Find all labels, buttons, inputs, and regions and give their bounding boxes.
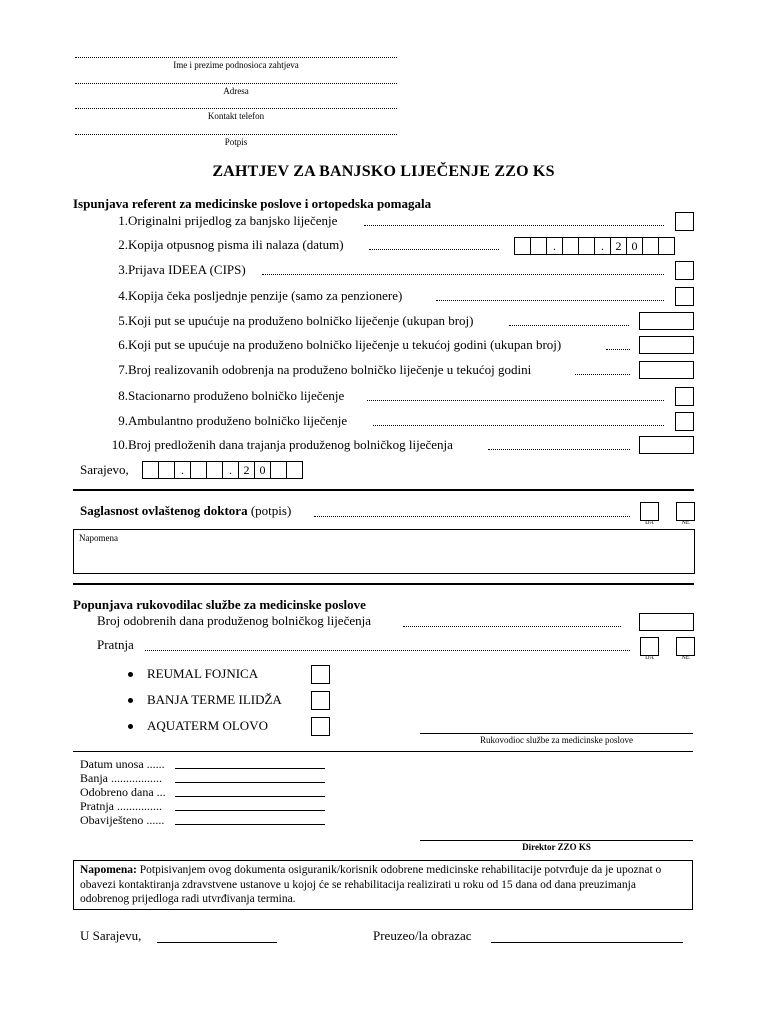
date-cell: [579, 238, 595, 254]
item-number: 1.: [118, 213, 128, 228]
entry-label-spa: Banja .................: [80, 771, 162, 785]
spa-checkbox-olovo[interactable]: [311, 717, 330, 736]
approved-days-field[interactable]: [639, 613, 694, 631]
applicant-address-line[interactable]: [75, 83, 397, 84]
item-label: Broj predloženih dana trajanja produženog bolničkog liječenja: [128, 437, 453, 452]
item-number: 3.: [118, 262, 128, 277]
date-cell: [271, 462, 287, 478]
section2-heading: Popunjava rukovodilac službe za medicinske poslove: [73, 597, 366, 612]
escort-yes-checkbox[interactable]: [640, 637, 659, 656]
date-cell: [531, 238, 547, 254]
leader-dots: [373, 425, 664, 426]
leader-dots: [436, 300, 664, 301]
date-cell: [515, 238, 531, 254]
item-label: Broj realizovanih odobrenja na produženo bolničko liječenje u tekućoj godini: [128, 362, 532, 377]
footer-received-label: Preuzeo/la obrazac: [373, 928, 472, 943]
leader-dots: [367, 400, 664, 401]
item-number: 4.: [118, 288, 128, 303]
doctor-note-label: Napomena: [79, 533, 118, 543]
entry-label-date: Datum unosa ......: [80, 757, 165, 771]
checkbox-item-9[interactable]: [675, 412, 694, 431]
count-field-item-7[interactable]: [639, 361, 694, 379]
entry-divider: [73, 751, 693, 752]
leader-dots: [403, 626, 621, 627]
footer-received-line[interactable]: [491, 942, 683, 943]
section-divider: [73, 489, 694, 491]
date-cell: .: [175, 462, 191, 478]
approved-days-label: Broj odobrenih dana produženog bolničkog liječenja: [97, 613, 372, 628]
item-label: Ambulantno produženo bolničko liječenje: [128, 413, 348, 428]
checkbox-item-8[interactable]: [675, 387, 694, 406]
item-number: 2.: [118, 237, 128, 252]
notice-text: Potpisivanjem ovog dokumenta osiguranik/korisnik odobrene medicinske rehabilitacije potvrđuje da je upoznat o obavezi kontaktiranja zdravstvene ustanove u kojoj će se rehabilitacija realizirati u roku od 15 dana od dana preuzimanja odobrenog prijedloga radi utvrđivanja termina.: [80, 864, 662, 905]
escort-no-label: NE: [681, 655, 690, 661]
section-divider: [73, 583, 694, 585]
doctor-consent-bold: Saglasnost ovlaštenog doktora: [80, 503, 248, 518]
checkbox-item-3[interactable]: [675, 261, 694, 280]
count-field-item-6[interactable]: [639, 336, 694, 354]
escort-no-checkbox[interactable]: [676, 637, 695, 656]
spa-option-olovo: [128, 718, 268, 734]
bullet-icon: [128, 672, 133, 677]
date-cell: [143, 462, 159, 478]
spa-option-label: BANJA TERME ILIDŽA: [147, 692, 282, 707]
director-signature-line[interactable]: [420, 840, 693, 841]
section1-heading: Ispunjava referent za medicinske poslove i ortopedska pomagala: [73, 196, 432, 211]
doctor-signature-line[interactable]: [314, 516, 630, 517]
sarajevo-date-field[interactable]: [142, 461, 303, 479]
leader-dots: [606, 349, 630, 350]
notice-bold: Napomena:: [80, 864, 137, 876]
doctor-consent-label: [80, 503, 291, 519]
spa-option-label: AQUATERM OLOVO: [147, 718, 268, 733]
checkbox-item-4[interactable]: [675, 287, 694, 306]
spa-option-reumal: [128, 666, 258, 682]
applicant-name-line[interactable]: [75, 57, 397, 58]
page-title: ZAHTJEV ZA BANJSKO LIJEČENJE ZZO KS: [212, 163, 555, 180]
entry-field-escort[interactable]: [175, 810, 325, 811]
item-label: Prijava IDEEA (CIPS): [128, 262, 246, 277]
applicant-name-label: Ime i prezime podnosioca zahtjeva: [173, 60, 299, 70]
leader-dots: [262, 274, 664, 275]
item-number: 7.: [118, 362, 128, 377]
applicant-signature-line[interactable]: [75, 134, 397, 135]
doctor-yes-label: DA: [645, 520, 654, 526]
date-cell: [207, 462, 223, 478]
entry-label-escort: Pratnja ...............: [80, 799, 162, 813]
escort-label: Pratnja: [97, 637, 134, 652]
date-cell: [659, 238, 674, 254]
notice-box: [73, 860, 693, 910]
item-number: 5.: [118, 313, 128, 328]
item-number: 8.: [118, 388, 128, 403]
footer-date-line[interactable]: [157, 942, 277, 943]
checkbox-item-1[interactable]: [675, 212, 694, 231]
spa-option-ilidza: [128, 692, 282, 708]
leader-dots: [145, 650, 630, 651]
item-label: Kopija čeka posljednje penzije (samo za penzionere): [128, 288, 403, 303]
entry-field-notified[interactable]: [175, 824, 325, 825]
doctor-no-label: NE: [681, 520, 690, 526]
date-cell: 2: [239, 462, 255, 478]
item-label: Stacionarno produženo bolničko liječenje: [128, 388, 345, 403]
entry-label-days: Odobreno dana ...: [80, 785, 166, 799]
spa-option-label: REUMAL FOJNICA: [147, 666, 259, 681]
doctor-note-box[interactable]: [73, 529, 695, 574]
date-cell: 0: [255, 462, 271, 478]
spa-checkbox-ilidza[interactable]: [311, 691, 330, 710]
item-label: Originalni prijedlog za banjsko liječenje: [128, 213, 338, 228]
date-cell: [643, 238, 659, 254]
applicant-phone-label: Kontakt telefon: [207, 111, 265, 121]
bullet-icon: [128, 724, 133, 729]
item-label: Kopija otpusnog pisma ili nalaza (datum): [128, 237, 344, 252]
date-cell: .: [547, 238, 563, 254]
date-cell: 2: [611, 238, 627, 254]
item-label: Koji put se upućuje na produženo bolničko liječenje (ukupan broj): [128, 313, 474, 328]
leader-dots: [364, 225, 664, 226]
date-cell: [563, 238, 579, 254]
entry-label-notified: Obaviješteno ......: [80, 813, 165, 827]
item-number: 10.: [111, 437, 128, 452]
applicant-signature-label: Potpis: [224, 137, 248, 147]
count-field-item-5[interactable]: [639, 312, 694, 330]
item-number: 6.: [118, 337, 128, 352]
date-cell: .: [223, 462, 239, 478]
date-cell: 0: [627, 238, 643, 254]
manager-signature-label: Rukovodioc službe za medicinske poslove: [480, 735, 633, 745]
date-cell: [191, 462, 207, 478]
footer-city: U Sarajevu,: [80, 928, 142, 943]
doctor-consent-rest: (potpis): [250, 503, 292, 518]
applicant-address-label: Adresa: [223, 86, 249, 96]
spa-checkbox-reumal[interactable]: [311, 665, 330, 684]
leader-dots: [488, 449, 630, 450]
date-cell: [159, 462, 175, 478]
item-number: 9.: [118, 413, 128, 428]
leader-dots: [509, 325, 629, 326]
item-label: Koji put se upućuje na produženo bolničko liječenje u tekućoj godini (ukupan broj): [128, 337, 562, 352]
date-cell: [287, 462, 302, 478]
entry-field-spa[interactable]: [175, 782, 325, 783]
leader-dots: [369, 249, 499, 250]
discharge-date-field[interactable]: [514, 237, 675, 255]
entry-field-date[interactable]: [175, 768, 325, 769]
escort-yes-label: DA: [645, 655, 654, 661]
applicant-phone-line[interactable]: [75, 108, 397, 109]
date-cell: .: [595, 238, 611, 254]
director-signature-label: Direktor ZZO KS: [522, 842, 591, 852]
doctor-no-checkbox[interactable]: [676, 502, 695, 521]
doctor-yes-checkbox[interactable]: [640, 502, 659, 521]
city-label: Sarajevo,: [80, 462, 129, 477]
manager-signature-line[interactable]: [420, 733, 693, 734]
bullet-icon: [128, 698, 133, 703]
leader-dots: [575, 374, 630, 375]
count-field-item-10[interactable]: [639, 436, 694, 454]
entry-field-days[interactable]: [175, 796, 325, 797]
